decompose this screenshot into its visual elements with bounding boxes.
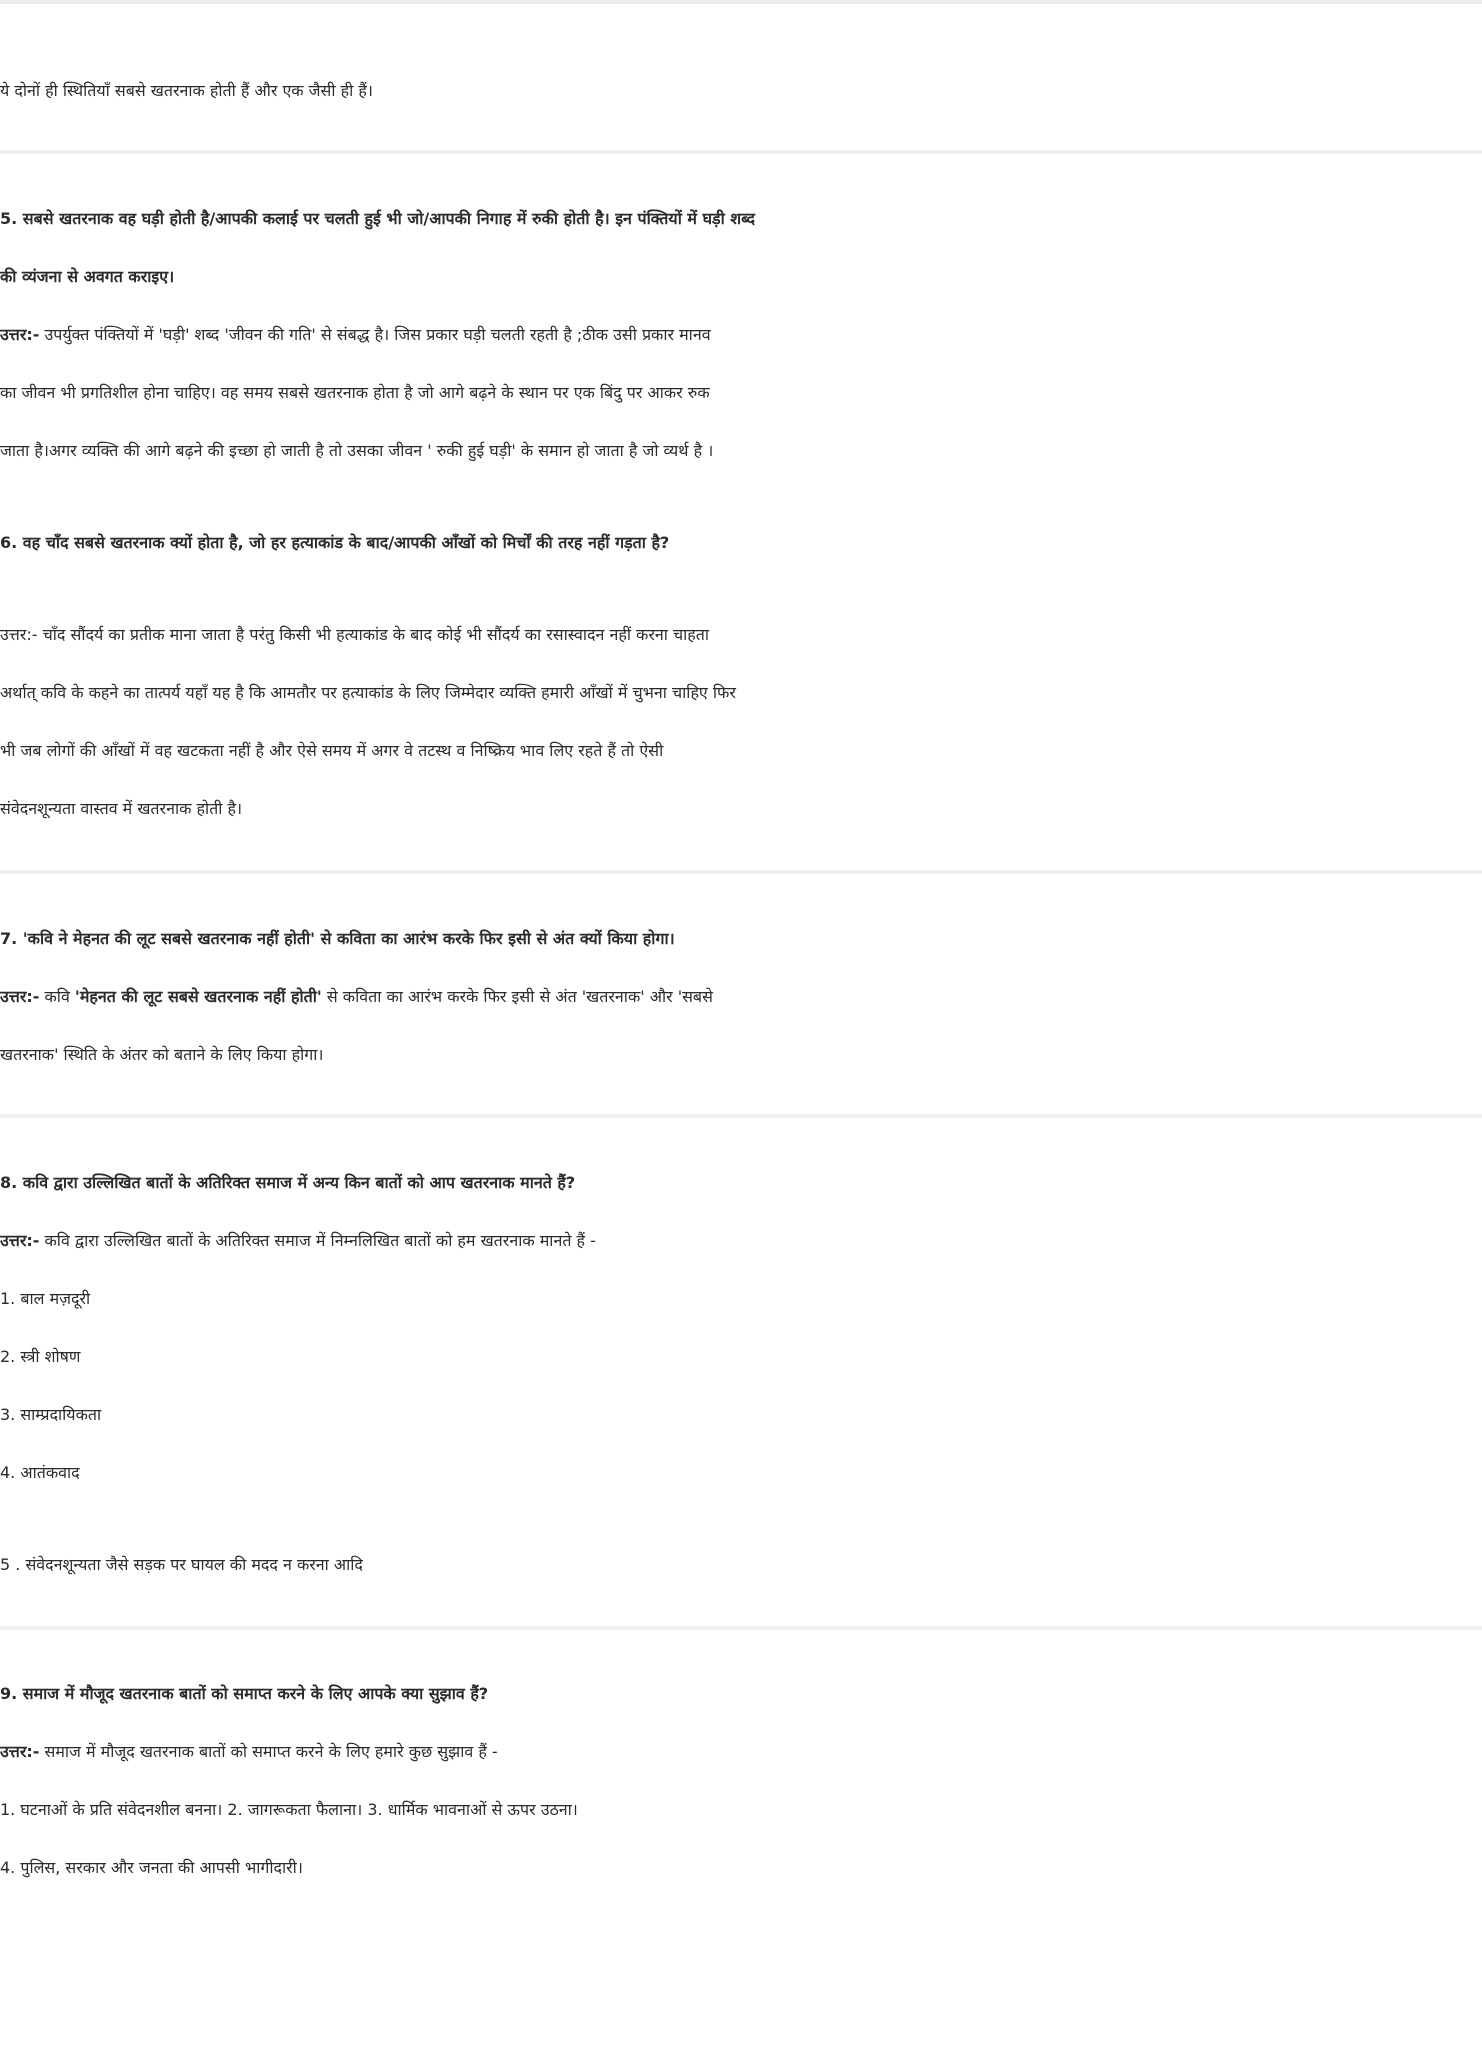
answer-7-text-post: से कविता का आरंभ करके फिर इसी से अंत 'खतरनाक' और 'सबसे bbox=[321, 987, 713, 1006]
answer-label: उत्तर:- bbox=[0, 1231, 40, 1250]
answer-label: उत्तर:- bbox=[0, 1742, 40, 1761]
question-9: 9. समाज में मौजूद खतरनाक बातों को समाप्त करने के लिए आपके क्या सुझाव हैं? bbox=[0, 1684, 489, 1703]
answer-5-line-3: जाता है।अगर व्यक्ति की आगे बढ़ने की इच्छा हो जाती है तो उसका जीवन ' रुकी हुई घड़ी' के समान हो जाता है जो व्यर्थ है । bbox=[0, 441, 714, 460]
question-9-block bbox=[0, 1665, 1478, 1897]
intro-text: ये दोनों ही स्थितियाँ सबसे खतरनाक होती हैं और एक जैसी ही हैं। bbox=[0, 81, 373, 100]
list-item: 2. स्त्री शोषण bbox=[0, 1347, 81, 1366]
list-item: 1. बाल मज़दूरी bbox=[0, 1289, 91, 1308]
answer-label: उत्तर:- bbox=[0, 325, 40, 344]
answer-5-line-1 bbox=[0, 306, 1478, 364]
question-5-line-2: की व्यंजना से अवगत कराइए। bbox=[0, 267, 175, 286]
list-item: 5 . संवेदनशून्यता जैसे सड़क पर घायल की मदद न करना आदि bbox=[0, 1555, 363, 1574]
answer-8-text: कवि द्वारा उल्लिखित बातों के अतिरिक्त समाज में निम्नलिखित बातों को हम खतरनाक मानते हैं - bbox=[39, 1231, 596, 1250]
list-item: 3. साम्प्रदायिकता bbox=[0, 1405, 102, 1424]
answer-6-line-2: अर्थात् कवि के कहने का तात्पर्य यहाँ यह है कि आमतौर पर हत्याकांड के लिए जिम्मेदार व्यक्ति हमारी आँखों में चुभना चाहिए फिर bbox=[0, 683, 736, 702]
section-divider bbox=[0, 870, 1482, 874]
answer-6-line-1: उत्तर:- चाँद सौंदर्य का प्रतीक माना जाता है परंतु किसी भी हत्याकांड के बाद कोई भी सौंदर्य का रसास्वादन नहीं करना चाहता bbox=[0, 625, 710, 644]
answer-6-line-4: संवेदनशून्यता वास्तव में खतरनाक होती है। bbox=[0, 799, 243, 818]
answer-9-text: समाज में मौजूद खतरनाक बातों को समाप्त करने के लिए हमारे कुछ सुझाव हैं - bbox=[39, 1742, 498, 1761]
question-7-block bbox=[0, 910, 1478, 1084]
section-divider bbox=[0, 150, 1482, 154]
question-7: 7. 'कवि ने मेहनत की लूट सबसे खतरनाक नहीं होती' से कविता का आरंभ करके फिर इसी से अंत क्यों किया होगा। bbox=[0, 929, 675, 948]
answer-9-line-2: 1. घटनाओं के प्रति संवेदनशील बनना। 2. जागरूकता फैलाना। 3. धार्मिक भावनाओं से ऊपर उठना। bbox=[0, 1800, 578, 1819]
question-8: 8. कवि द्वारा उल्लिखित बातों के अतिरिक्त समाज में अन्य किन बातों को आप खतरनाक मानते हैं? bbox=[0, 1173, 576, 1192]
answer-5-text-1: उपर्युक्त पंक्तियों में 'घड़ी' शब्द 'जीवन की गति' से संबद्ध है। जिस प्रकार घड़ी चलती रहती है ;ठीक उसी प्रकार मानव bbox=[39, 325, 711, 344]
answer-7-text-pre: कवि bbox=[39, 987, 75, 1006]
answer-9-line-1 bbox=[0, 1723, 1478, 1781]
answer-7-quote: 'मेहनत की लूट सबसे खतरनाक नहीं होती' bbox=[74, 987, 322, 1006]
list-item: 4. आतंकवाद bbox=[0, 1463, 80, 1482]
answer-8-line-1 bbox=[0, 1212, 1478, 1270]
section-divider bbox=[0, 1114, 1482, 1118]
question-8-block bbox=[0, 1154, 1478, 1502]
question-5-line-1: 5. सबसे खतरनाक वह घड़ी होती है/आपकी कलाई पर चलती हुई भी जो/आपकी निगाह में रुकी होती है। इन पंक्तियों में घड़ी शब्द bbox=[0, 209, 755, 228]
section-divider bbox=[0, 1626, 1482, 1630]
answer-9-line-3: 4. पुलिस, सरकार और जनता की आपसी भागीदारी। bbox=[0, 1858, 303, 1877]
answer-6-line-3: भी जब लोगों की आँखों में वह खटकता नहीं है और ऐसे समय में अगर वे तटस्थ व निष्क्रिय भाव लिए रहते हैं तो ऐसी bbox=[0, 741, 664, 760]
question-6: 6. वह चाँद सबसे खतरनाक क्यों होता है, जो हर हत्याकांड के बाद/आपकी आँखों को मिर्चों की तरह नहीं गड़ता है? bbox=[0, 533, 670, 552]
answer-8-item-5-block bbox=[0, 1536, 1478, 1594]
answer-label: उत्तर:- bbox=[0, 987, 40, 1006]
top-border bbox=[0, 0, 1482, 4]
question-5-block bbox=[0, 190, 1478, 480]
question-6-block bbox=[0, 514, 1478, 572]
answer-7-line-1 bbox=[0, 968, 1478, 1026]
answer-7-line-2: खतरनाक' स्थिति के अंतर को बताने के लिए किया होगा। bbox=[0, 1045, 324, 1064]
answer-6-block bbox=[0, 606, 1478, 838]
answer-5-line-2: का जीवन भी प्रगतिशील होना चाहिए। वह समय सबसे खतरनाक होता है जो आगे बढ़ने के स्थान पर एक बिंदु पर आकर रुक bbox=[0, 383, 710, 402]
